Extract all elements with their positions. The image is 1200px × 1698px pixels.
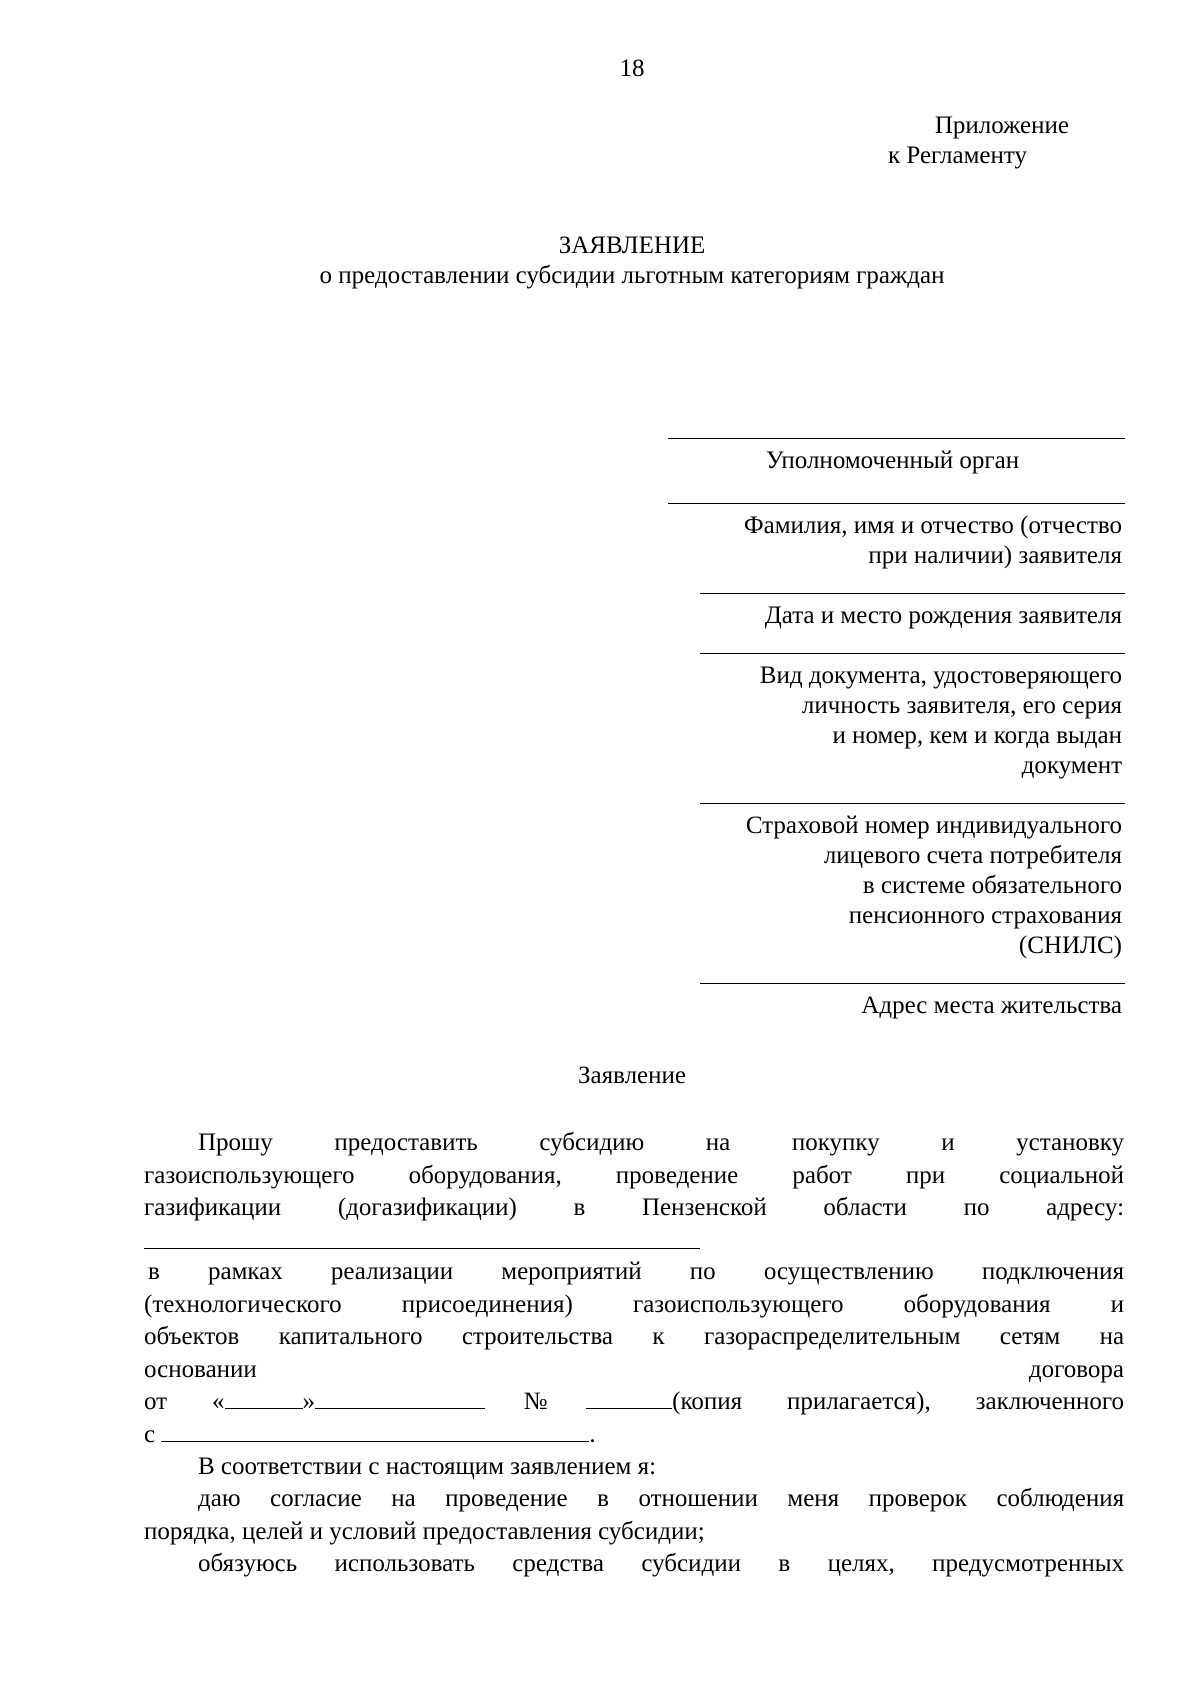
snils-label-line4: пенсионного страхования bbox=[848, 902, 1122, 929]
contract-number-field[interactable] bbox=[586, 1386, 672, 1409]
paragraph-basis-line2: (технологического присоединения) газоиспользующего оборудования и bbox=[144, 1290, 1124, 1318]
document-title: ЗАЯВЛЕНИЕ bbox=[558, 232, 706, 259]
birth-fill-line[interactable] bbox=[700, 593, 1125, 594]
id-document-label-line1: Вид документа, удостоверяющего bbox=[759, 662, 1122, 689]
snils-fill-line[interactable] bbox=[700, 803, 1125, 804]
id-document-fill-line[interactable] bbox=[700, 653, 1125, 654]
paragraph-obligation bbox=[144, 1548, 1124, 1581]
authority-fill-line[interactable] bbox=[668, 438, 1125, 439]
paragraph-consent-line2: порядка, целей и условий предоставления субсидии; bbox=[144, 1517, 705, 1545]
paragraph-basis-line5: от « » № (копия прилагается), заключенного bbox=[144, 1388, 1125, 1415]
snils-label-line2: лицевого счета потребителя bbox=[823, 842, 1122, 869]
paragraph-basis-line1: в рамках реализации мероприятий по осуществлению подключения bbox=[148, 1258, 1124, 1285]
paragraph-request-line2: газоиспользующего оборудования, проведение работ при социальной bbox=[144, 1161, 1124, 1189]
contract-counterparty-field[interactable] bbox=[161, 1419, 589, 1442]
full-name-label-line2: при наличии) заявителя bbox=[868, 542, 1122, 569]
snils-label-line5: (СНИЛС) bbox=[1018, 932, 1122, 959]
address-label: Адрес места жительства bbox=[861, 992, 1122, 1019]
paragraph-obligation-line1: обязуюсь использовать средства субсидии в целях, предусмотренных bbox=[198, 1550, 1125, 1577]
snils-label-line1: Страховой номер индивидуального bbox=[745, 812, 1122, 839]
paragraph-basis bbox=[144, 1256, 1124, 1451]
appendix-reference: к Регламенту bbox=[887, 142, 1027, 169]
address-input-line[interactable] bbox=[144, 1248, 700, 1249]
document-subtitle: о предоставлении субсидии льготным категориям граждан bbox=[319, 262, 945, 289]
paragraph-basis-line4: основании договора bbox=[144, 1355, 1124, 1383]
birth-label: Дата и место рождения заявителя bbox=[764, 602, 1122, 629]
address-fill-line[interactable] bbox=[700, 983, 1125, 984]
id-document-label-line3: и номер, кем и когда выдан bbox=[832, 722, 1122, 749]
paragraph-consent-intro: В соответствии с настоящим заявлением я: bbox=[198, 1453, 657, 1480]
appendix-label: Приложение bbox=[934, 112, 1069, 139]
snils-label-line3: в системе обязательного bbox=[862, 872, 1122, 899]
authority-label: Уполномоченный орган bbox=[765, 447, 1020, 474]
paragraph-basis-line3: объектов капитального строительства к газораспределительным сетям на bbox=[144, 1323, 1125, 1350]
paragraph-consent bbox=[144, 1483, 1124, 1548]
paragraph-basis-line6: с . bbox=[144, 1420, 596, 1448]
paragraph-consent-line1: даю согласие на проведение в отношении меня проверок соблюдения bbox=[198, 1485, 1125, 1512]
full-name-label-line1: Фамилия, имя и отчество (отчество bbox=[743, 512, 1122, 539]
id-document-label-line4: документ bbox=[1021, 752, 1122, 779]
paragraph-request-line3: газификации (догазификации) в Пензенской области по адресу: bbox=[144, 1194, 1125, 1221]
paragraph-request bbox=[144, 1127, 1124, 1225]
id-document-label-line2: личность заявителя, его серия bbox=[801, 692, 1122, 719]
contract-day-field[interactable] bbox=[225, 1386, 303, 1409]
section-title: Заявление bbox=[577, 1062, 687, 1089]
contract-month-year-field[interactable] bbox=[315, 1386, 485, 1409]
full-name-fill-line[interactable] bbox=[668, 503, 1125, 504]
paragraph-request-line1: Прошу предоставить субсидию на покупку и установку bbox=[198, 1129, 1125, 1156]
page-number: 18 bbox=[619, 55, 645, 82]
